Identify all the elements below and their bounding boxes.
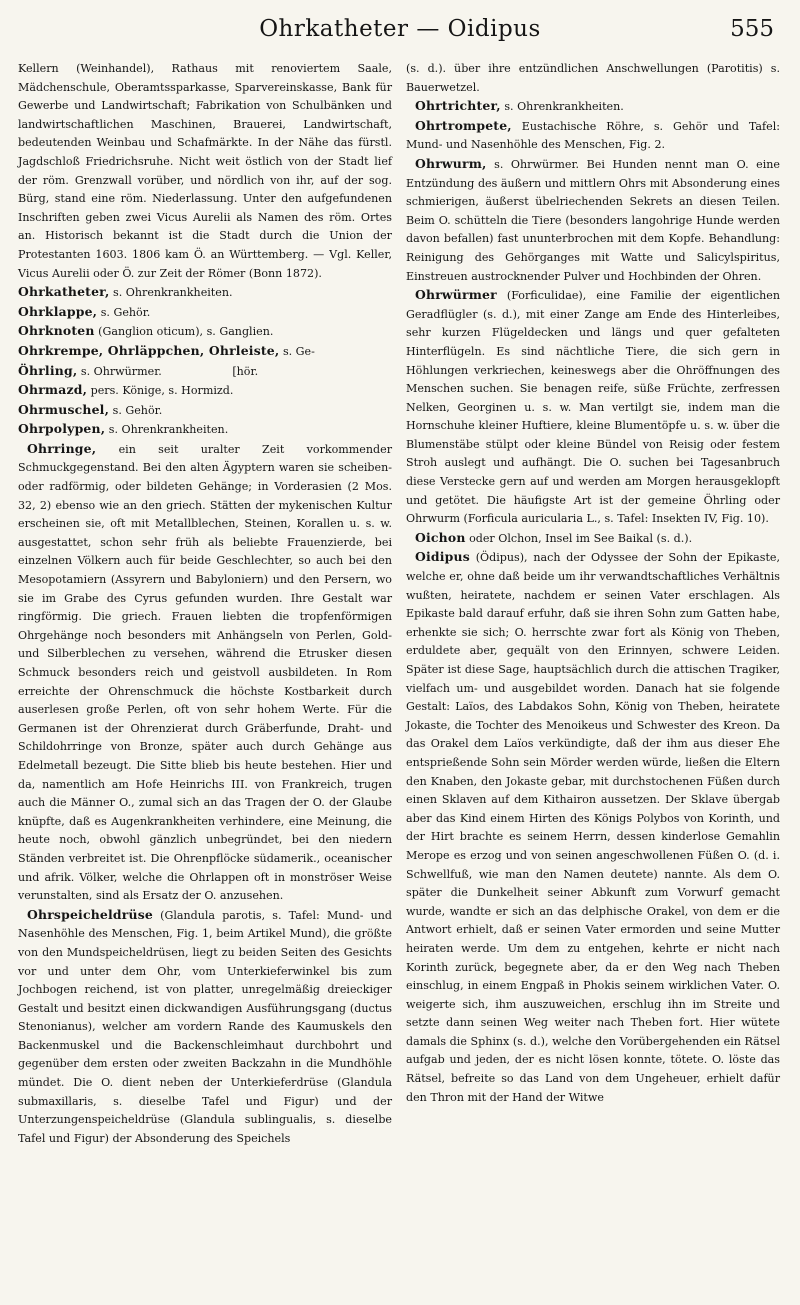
headword: Ohrringe, — [27, 440, 97, 456]
headword: Ohrtrichter, — [415, 98, 501, 114]
entry-oehrling — [18, 362, 392, 382]
headword: Oichon — [415, 529, 466, 545]
headword: Ohrknoten — [18, 323, 95, 339]
headword: Ohrwürmer — [415, 287, 497, 303]
text-columns — [18, 60, 782, 1148]
headword: Ohrkrempe, Ohrläppchen, Ohrleiste, — [18, 342, 280, 358]
entry-ohrklappe — [18, 303, 392, 323]
entry-ohrkatheter — [18, 283, 392, 303]
entry-ohrringe — [18, 440, 392, 906]
entry-text: Eustachische Röhre, s. Gehör und Tafel: Mund- und Nasenhöhle des Menschen, Fig. 2. — [406, 119, 780, 152]
entry-text: s. Gehör. — [112, 403, 163, 417]
entry-text: ein seit uralter Zeit vorkommender Schmuckgegenstand. Bei den alten Ägyptern waren sie scheiben- oder radförmig, oder bildeten Gehänge; in Vorderasien (2 Mos. 32, 2) ebenso wie an den griech. Stätten der mykenischen Kultur erscheinen sie, oft mit Metallblechen, Steinen, Korallen u. s. w. ausgestattet, schon sehr früh als beliebte Frauenzierde, bei einzelnen Völkern auch für beide Geschlechter, so auch bei den Mesopotamiern (Assyrern und Babyloniern) und den Persern, wo sie im Grabe des Cyrus gefunden wurden. Ihre Gestalt war ringförmig. Die griech. Frauen liebten die tropfenförmigen Ohrgehänge noch besonders mit Anhängseln von Perlen, Gold- und Silberblechen zu versehen, während die Etrusker diesen Schmuck besonders reich und geistvoll ausbildeten. In Rom erreichte der Ohrenschmuck die höchste Kostbarkeit durch auserlesen große Perlen, oft von sehr hohem Werte. Für die Germanen ist der Ohrenzierat durch Gräberfunde, Draht- und Schildohrringe von Bronze, später auch durch Gehänge aus Edelmetall bezeugt. Die Sitte blieb bis heute bestehen. Hier und da, namentlich am Hofe Heinrichs III. von Frankreich, trugen auch die Männer O., zumal sich an das Tragen der O. der Glaube knüpfte, daß es Augenkrankheiten verhindere, eine Meinung, die heute noch, obwohl gänzlich unbegründet, bei den niedern Ständen verbreitet ist. Die Ohrenpflöcke südamerik., oceanischer und afrik. Völker, welche die Ohrlappen oft in monströser Weise verunstalten, sind als Ersatz der O. anzusehen. — [18, 442, 392, 903]
running-head: Ohrkatheter — Oidipus — [259, 16, 541, 42]
continuation-text: (s. d.). über ihre entzündlichen Anschwellungen (Parotitis) s. Bauerwetzel. — [406, 62, 780, 94]
entry-ohrspeicheldruese — [18, 906, 392, 1149]
entry-text: s. Ohrwürmer. [hör. — [80, 364, 259, 378]
entry-text: (Glandula parotis, s. Tafel: Mund- und Nasenhöhle des Menschen, Fig. 1, beim Artikel Mund), die größte von den Mundspeicheldrüsen, liegt zu beiden Seiten des Gesichts vor und unter dem Ohr, vom Unterkieferwinkel bis zum Jochbogen reichend, ist von platter, unregelmäßig dreieckiger Gestalt und besitzt einen dickwandigen Ausführungsgang (ductus Stenonianus), welcher am vordern Rande des Kaumuskels den Backenmuskel und die Backenschleimhaut durchbohrt und gegenüber dem ersten oder zweiten Backzahn in die Mundhöhle mündet. Die O. dient neben der Unterkieferdrüse (Glandula submaxillaris, s. dieselbe Tafel und Figur) und der Unterzungenspeicheldrüse (Glandula sublingualis, s. dieselbe Tafel und Figur) der Absonderung des Speichels — [18, 908, 392, 1145]
entry-ohrmazd — [18, 381, 392, 401]
entry-ohrkrempe — [18, 342, 392, 362]
entry-text: (Ödipus), nach der Odyssee der Sohn der Epikaste, welche er, ohne daß beide um ihr verwandtschaftliches Verhältnis wußten, heiratete, nachdem er seinen Vater erschlagen. Als Epikaste bald darauf erfuhr, daß sie ihren Sohn zum Gatten habe, erhenkte sie sich; O. herrschte zwar fort als König von Theben, erduldete aber, gequält von den Erinnyen, schwere Leiden. Später ist diese Sage, hauptsächlich durch die attischen Tragiker, vielfach um- und ausgebildet worden. Danach hat sie folgende Gestalt: Laïos, des Labdakos Sohn, König von Theben, heiratete Jokaste, die Tochter des Menoikeus und Schwester des Kreon. Da das Orakel dem Laïos verkündigte, daß der ihm aus dieser Ehe entsprießende Sohn sein Mörder werden würde, ließen die Eltern den Knaben, den Jokaste gebar, mit durchstochenen Füßen durch einen Sklaven auf dem Kithairon aussetzen. Der Sklave übergab aber das Kind einem Hirten des Königs Polybos von Korinth, und der Hirt brachte es seinem Herrn, dessen kinderlose Gemahlin Merope es erzog und von seinen angeschwollenen Füßen O. (d. i. Schwellfuß, wie man den Namen deutete) nannte. Als dem O. später die Dunkelheit seiner Abkunft zum Vorwurf gemacht wurde, wandte er sich an das delphische Orakel, von dem er die Antwort erhielt, daß er seinen Vater ermorden und seine Mutter heiraten werde. Um dem zu entgehen, kehrte er nicht nach Korinth zurück, begegnete aber, da er den Weg nach Theben einschlug, in einem Engpaß in Phokis seinem wirklichen Vater. O. weigerte sich, ihm auszuweichen, erschlug ihn im Streite und setzte dann seinen Weg weiter nach Theben fort. Hier wütete damals die Sphinx (s. d.), welche den Vorübergehenden ein Rätsel aufgab und jeden, der es nicht lösen konnte, tötete. O. löste das Rätsel, befreite so das Land von dem Ungeheuer, erhielt dafür den Thron mit der Hand der Witwe — [406, 551, 780, 1104]
entry-text: s. Ohrenkrankheiten. — [113, 286, 233, 300]
headword: Ohrwurm, — [415, 155, 487, 171]
entry-oidipus — [406, 548, 780, 1107]
right-column — [406, 60, 780, 1148]
entry-ohrtrompete — [406, 117, 780, 155]
headword: Ohrspeicheldrüse — [27, 906, 153, 922]
entry-text: s. Ohrenkrankheiten. — [108, 423, 229, 437]
headword: Oidipus — [415, 549, 470, 565]
entry-text: s. Ge- — [282, 344, 315, 358]
headword: Öhrling, — [18, 362, 78, 378]
left-column — [18, 60, 392, 1148]
headword: Ohrpolypen, — [18, 421, 106, 437]
entry-text: s. Ohrenkrankheiten. — [504, 100, 624, 114]
entry-text: s. Ohrwürmer. Bei Hunden nennt man O. eine Entzündung des äußern und mittlern Ohrs mit Absonderung eines schmierigen, äußerst übelriechenden Sekrets an diesen Teilen. Beim O. schütteln die Tiere (besonders langohrige Hunde werden davon befallen) fast ununterbrochen mit dem Kopfe. Behandlung: Reinigung des Gehörganges mit Watte und Salicylspiritus, Einstreuen austrocknender Pulver und Hochbinden der Ohren. — [406, 157, 780, 283]
entry-text: (Forficulidae), eine Familie der eigentlichen Geradflügler (s. d.), mit einer Zange am Ende des Hinterleibes, sehr kurzen Flügeldecken und längs und quer gefalteten Hinterflügeln. Es sind nächtliche Tiere, die sich gern in Höhlungen verkriechen, keineswegs aber die Ohröffnungen des Menschen suchen. Sie benagen reife, süße Früchte, zerfressen Nelken, Georginen u. s. w. Man vertilgt sie, indem man die Hornschuhe kleiner Huftiere, kleine Blumentöpfe u. s. w. über die Blumenstäbe stülpt oder kleine Bündel von Reisig oder festem Stroh auslegt und aufhängt. Die O. suchen bei Tagesanbruch diese Verstecke gern auf und werden am Morgen herausgeklopft und getötet. Die häufigste Art ist der gemeine Öhrling oder Ohrwurm (Forficula auricularia L., s. Tafel: Insekten IV, Fig. 10). — [406, 289, 781, 526]
entry-oichon — [406, 529, 780, 549]
entry-ohrwuermer — [406, 286, 780, 529]
entry-ohrknoten — [18, 322, 392, 342]
entry-ohrtrichter — [406, 97, 780, 117]
page-number: 555 — [730, 16, 774, 42]
entry-text: oder Olchon, Insel im See Baikal (s. d.). — [469, 531, 693, 545]
entry-text: s. Gehör. — [100, 305, 151, 319]
headword: Ohrmuschel, — [18, 401, 110, 417]
headword: Ohrkatheter, — [18, 284, 110, 300]
headword: Ohrtrompete, — [415, 117, 512, 133]
headword: Ohrklappe, — [18, 303, 98, 319]
headword: Ohrmazd, — [18, 382, 88, 398]
entry-ohrwurm — [406, 155, 780, 286]
continuation-text: Kellern (Weinhandel), Rathaus mit renoviertem Saale, Mädchenschule, Oberamtssparkasse, Sparvereinskasse, Bank für Gewerbe und Landwirtschaft; Fabrikation von Schulbänken und landwirtschaftlichen Maschinen, Brauerei, Landwirtschaft, bedeutenden Weinbau und Schafmärkte. In der Nähe das fürstl. Jagdschloß Friedrichsruhe. Nicht weit östlich von der Stadt lief der röm. Grenzwall vorüber, und nördlich von ihr, auf der sog. Bürg, stand eine röm. Niederlassung. Unter den aufgefundenen Inschriften geben zwei Vicus Aurelii als Namen des röm. Ortes an. Historisch bekannt ist die Stadt durch die Union der Protestanten 1603. 1806 kam Ö. an Württemberg. — Vgl. Keller, Vicus Aurelii oder Ö. zur Zeit der Römer (Bonn 1872). — [18, 62, 392, 280]
entry-ohrmuschel — [18, 401, 392, 421]
entry-text: (Ganglion oticum), s. Ganglien. — [98, 325, 274, 339]
page-header — [18, 14, 782, 54]
entry-text: pers. Könige, s. Hormizd. — [90, 384, 234, 398]
entry-ohrpolypen — [18, 420, 392, 440]
